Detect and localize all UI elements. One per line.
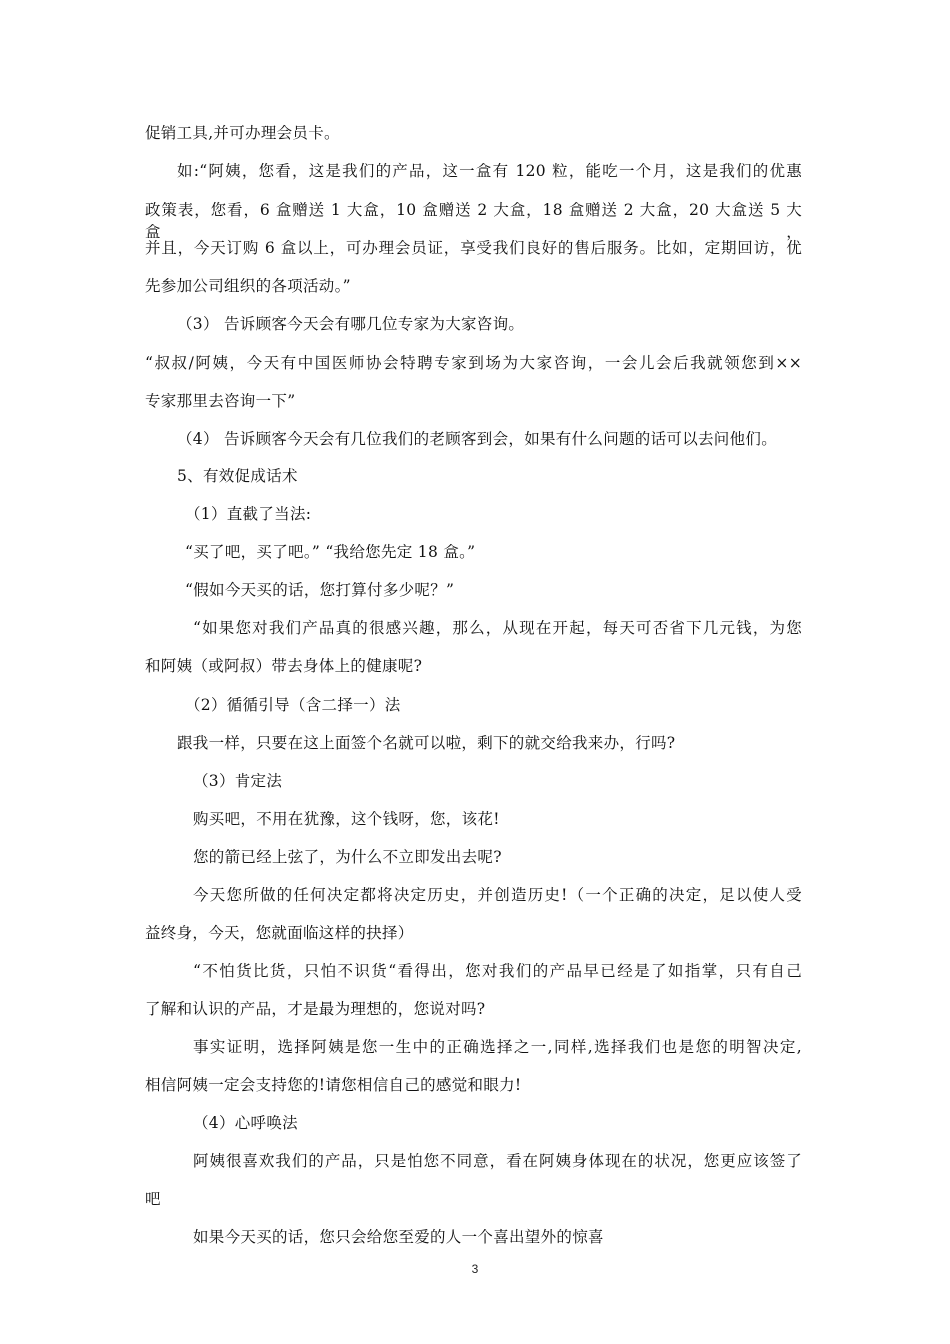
page-number: 3 bbox=[471, 1262, 479, 1276]
text-line: 跟我一样，只要在这上面签个名就可以啦，剩下的就交给我来办，行吗? bbox=[177, 734, 676, 752]
subsection-heading: （3）肯定法 bbox=[193, 772, 283, 790]
subsection-heading: （1）直截了当法: bbox=[185, 505, 312, 523]
text-line: “叔叔/阿姨，今天有中国医师协会特聘专家到场为大家咨询，一会儿会后我就领您到×× bbox=[145, 354, 802, 372]
text-line: 事实证明，选择阿姨是您一生中的正确选择之一,同样,选择我们也是您的明智决定, bbox=[193, 1038, 802, 1056]
subsection-heading: （4）心呼唤法 bbox=[193, 1114, 298, 1132]
text-line: 购买吧，不用在犹豫，这个钱呀，您，该花! bbox=[193, 810, 500, 828]
text-line: 了解和认识的产品，才是最为理想的，您说对吗? bbox=[145, 1000, 486, 1018]
subsection-heading: （2）循循引导（含二择一）法 bbox=[185, 696, 401, 714]
text-line: 如:“阿姨，您看，这是我们的产品，这一盒有 120 粒，能吃一个月，这是我们的优惠 bbox=[177, 162, 802, 180]
text-line: 相信阿姨一定会支持您的!请您相信自己的感觉和眼力! bbox=[145, 1076, 522, 1094]
numbered-item: （4） 告诉顾客今天会有几位我们的老顾客到会，如果有什么问题的话可以去问他们。 bbox=[177, 430, 777, 448]
text-line: 促销工具,并可办理会员卡。 bbox=[145, 124, 340, 142]
text-line: 并且，今天订购 6 盒以上，可办理会员证，享受我们良好的售后服务。比如，定期回访，优 bbox=[145, 239, 802, 257]
text-line: 政策表，您看，6 盒赠送 1 大盒，10 盒赠送 2 大盒，18 盒赠送 2 大盒，20 大盒送 5 大盒， bbox=[145, 201, 802, 241]
text-line: 吧 bbox=[145, 1190, 161, 1208]
text-line: 专家那里去咨询一下” bbox=[145, 392, 296, 410]
text-line: 如果今天买的话，您只会给您至爱的人一个喜出望外的惊喜 bbox=[193, 1228, 604, 1246]
section-heading: 5、有效促成话术 bbox=[177, 467, 298, 485]
text-line: 今天您所做的任何决定都将决定历史，并创造历史!（一个正确的决定，足以使人受 bbox=[193, 886, 802, 904]
text-line: 先参加公司组织的各项活动。” bbox=[145, 277, 351, 295]
text-line: 和阿姨（或阿叔）带去身体上的健康呢? bbox=[145, 657, 423, 675]
text-line: “买了吧，买了吧。” “我给您先定 18 盒。” bbox=[185, 543, 476, 561]
text-line: 阿姨很喜欢我们的产品，只是怕您不同意，看在阿姨身体现在的状况，您更应该签了 bbox=[193, 1152, 802, 1170]
text-line: 您的箭已经上弦了，为什么不立即发出去呢? bbox=[193, 848, 502, 866]
numbered-item: （3） 告诉顾客今天会有哪几位专家为大家咨询。 bbox=[177, 315, 525, 333]
text-line: “如果您对我们产品真的很感兴趣，那么，从现在开起，每天可否省下几元钱，为您 bbox=[193, 619, 802, 637]
text-line: “假如今天买的话，您打算付多少呢？” bbox=[185, 581, 455, 599]
text-line: 益终身，今天，您就面临这样的抉择） bbox=[145, 924, 414, 942]
text-line: “不怕货比货，只怕不识货“看得出，您对我们的产品早已经是了如指掌，只有自己 bbox=[193, 962, 802, 980]
